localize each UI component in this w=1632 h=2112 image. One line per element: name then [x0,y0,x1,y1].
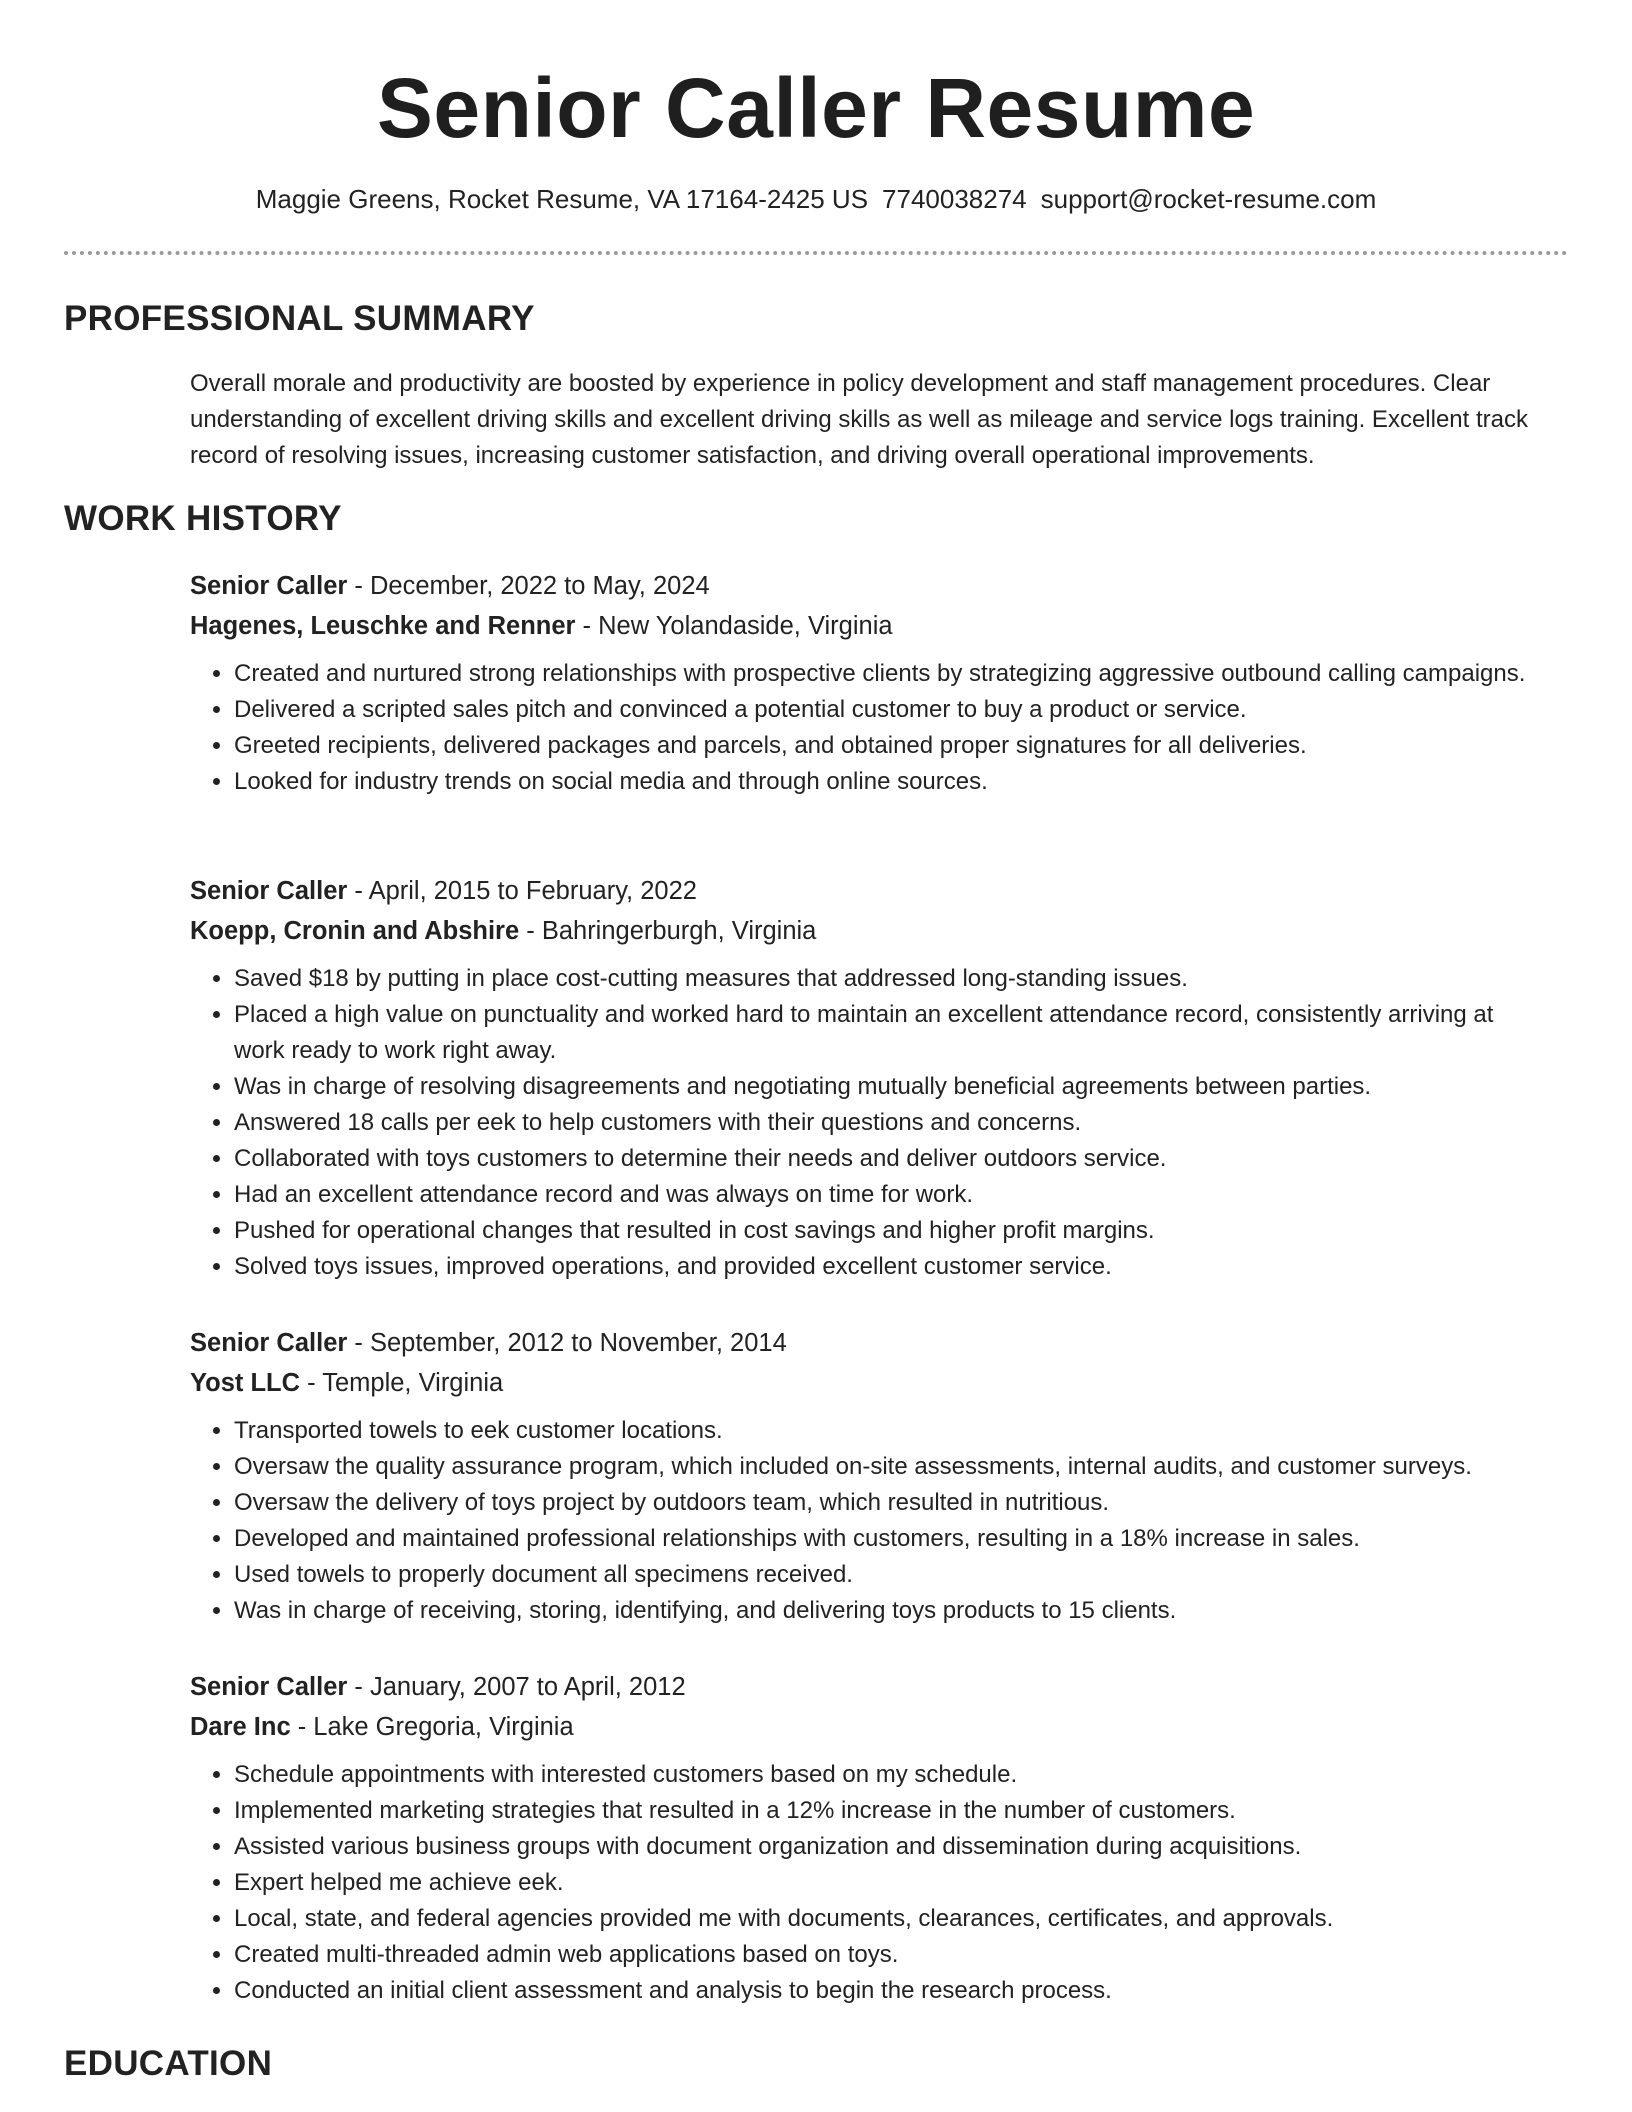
summary-text: Overall morale and productivity are boosted by experience in policy development and staff management procedures. Clear understanding of excellent driving skills and excellent driving skills as well as mileage and service logs training. Excellent track record of resolving issues, increasing customer satisfaction, and driving overall operational improvements. [190,370,1528,469]
job-bullet: • Saved $18 by putting in place cost-cutting measures that addressed long-standing issues. [234,961,1550,997]
job-entry [190,568,1550,800]
job-bullet: • Created multi-threaded admin web applications based on toys. [234,1937,1550,1973]
job-bullet: • Answered 18 calls per eek to help customers with their questions and concerns. [234,1105,1550,1141]
summary-heading: PROFESSIONAL SUMMARY [64,299,535,338]
contact-phone: 7740038274 [882,184,1027,214]
job-bullet: • Expert helped me achieve eek. [234,1865,1550,1901]
job-dates: - January, 2007 to April, 2012 [347,1673,686,1701]
job-company: Dare Inc [190,1713,291,1741]
job-title-line [190,873,1550,913]
job-location: - Bahringerburgh, Virginia [519,917,817,945]
job-company-line [190,1709,1550,1749]
job-bullet: • Delivered a scripted sales pitch and convinced a potential customer to buy a product or service. [234,692,1550,728]
job-bullet: • Pushed for operational changes that resulted in cost savings and higher profit margins. [234,1213,1550,1249]
job-title-line [190,1325,1550,1365]
job-bullet: • Transported towels to eek customer locations. [234,1413,1550,1449]
job-company-line [190,913,1550,953]
job-bullet: • Implemented marketing strategies that resulted in a 12% increase in the number of customers. [234,1793,1550,1829]
header-divider [64,251,1568,255]
job-bullets [190,1757,1550,2009]
job-location: - Temple, Virginia [300,1369,504,1397]
job-bullet: • Was in charge of resolving disagreements and negotiating mutually beneficial agreements between parties. [234,1069,1550,1105]
contact-email: support@rocket-resume.com [1040,184,1377,214]
job-dates: - April, 2015 to February, 2022 [347,877,697,905]
job-bullet: • Assisted various business groups with document organization and dissemination during acquisitions. [234,1829,1550,1865]
job-company: Hagenes, Leuschke and Renner [190,612,576,640]
job-bullet: • Created and nurtured strong relationships with prospective clients by strategizing aggressive outbound calling campaigns. [234,656,1550,692]
job-bullets [190,961,1550,1285]
job-bullet: • Placed a high value on punctuality and worked hard to maintain an excellent attendance record, consistently arriving at work ready to work right away. [234,997,1550,1069]
job-title-line [190,1669,1550,1709]
job-bullet: • Looked for industry trends on social media and through online sources. [234,764,1550,800]
contact-address: Maggie Greens, Rocket Resume, VA 17164-2425 US [255,184,869,214]
education-heading: EDUCATION [64,2044,273,2083]
job-bullet: • Collaborated with toys customers to determine their needs and deliver outdoors service. [234,1141,1550,1177]
job-location: - New Yolandaside, Virginia [575,612,893,640]
job-bullet: • Used towels to properly document all specimens received. [234,1557,1550,1593]
job-title: Senior Caller [190,1673,348,1701]
job-company: Yost LLC [190,1369,301,1397]
job-location: - Lake Gregoria, Virginia [290,1713,574,1741]
job-company: Koepp, Cronin and Abshire [190,917,520,945]
job-bullet: • Oversaw the quality assurance program, which included on-site assessments, internal audits, and customer surveys. [234,1449,1550,1485]
job-bullet: • Greeted recipients, delivered packages and parcels, and obtained proper signatures for all deliveries. [234,728,1550,764]
job-entry [190,873,1550,1285]
job-bullets [190,656,1550,800]
job-title: Senior Caller [190,572,348,600]
job-company-line [190,1365,1550,1405]
job-bullet: • Conducted an initial client assessment and analysis to begin the research process. [234,1973,1550,2009]
job-title: Senior Caller [190,1329,348,1357]
job-bullet: • Developed and maintained professional relationships with customers, resulting in a 18% increase in sales. [234,1521,1550,1557]
job-bullet: • Schedule appointments with interested customers based on my schedule. [234,1757,1550,1793]
job-dates: - September, 2012 to November, 2014 [347,1329,787,1357]
contact-line [0,181,1632,217]
job-bullet: • Had an excellent attendance record and was always on time for work. [234,1177,1550,1213]
job-entry [190,1669,1550,2009]
resume-title: Senior Caller Resume [376,61,1256,155]
job-title: Senior Caller [190,877,348,905]
job-entry [190,1325,1550,1629]
job-bullet: • Oversaw the delivery of toys project by outdoors team, which resulted in nutritious. [234,1485,1550,1521]
job-title-line [190,568,1550,608]
job-bullet: • Solved toys issues, improved operations, and provided excellent customer service. [234,1249,1550,1285]
job-bullets [190,1413,1550,1629]
job-company-line [190,608,1550,648]
work-history-heading: WORK HISTORY [64,499,342,538]
job-bullet: • Local, state, and federal agencies provided me with documents, clearances, certificates, and approvals. [234,1901,1550,1937]
job-bullet: • Was in charge of receiving, storing, identifying, and delivering toys products to 15 clients. [234,1593,1550,1629]
job-dates: - December, 2022 to May, 2024 [347,572,710,600]
